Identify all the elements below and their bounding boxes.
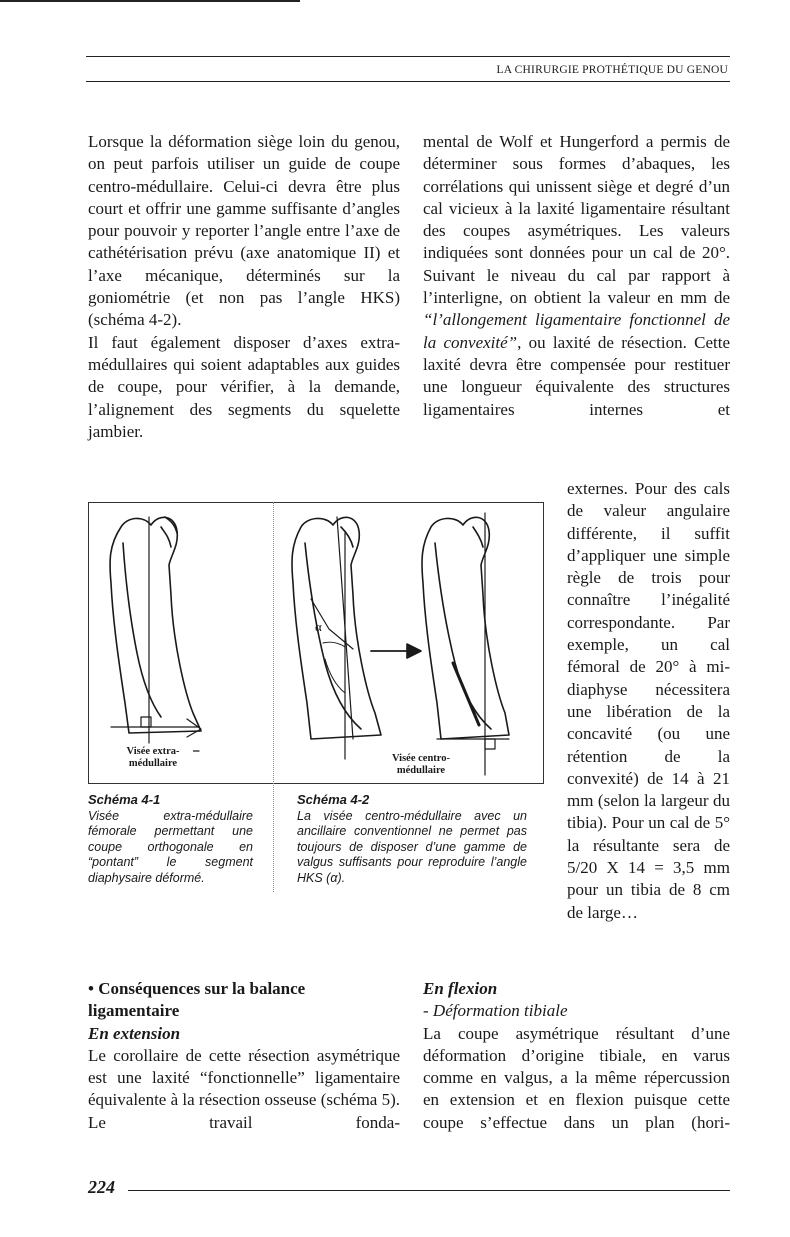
caption-title-1: Schéma 4-1 [88,792,161,807]
paragraph-wolf-hungerford: mental de Wolf et Hungerford a permis de déterminer sous formes d’abaques, les corrélations qui unissent siège et degré d’un cal vicieux à la laxité ligamentaire résultant des coupes asymétriques. Les valeurs indiquées sont données pour un cal de 20°. Suivant le niveau du cal par rapport à l’interligne, on obtient la valeur en mm de “l’allongement ligamentaire fonctionnel de la convexité”, ou laxité de résection. Cette laxité devra être compensée pour restituer une longueur équivalente des structures ligamentaires internes et [423,132,730,419]
quote-allongement: “l’allongement ligamentaire fonctionnel de la convexité” [423,310,730,352]
figure-schemas-4 [88,502,544,784]
header-underline [86,81,730,82]
caption-text-2: La visée centro-médullaire avec un ancillaire conventionnel ne permet pas toujours de disposer d’une gamme de valgus suffisants pour reproduire l’angle HKS (α). [297,808,527,885]
subheading-deformation-tibiale: - Déformation tibiale [423,1001,568,1021]
paragraph-guide-centro: Lorsque la déformation siège loin du genou, on peut parfois utiliser un guide de coupe centro-médullaire. Celui-ci devra être plus court et offrir une gamme suffisante d’angles pour pouvoir y reporter l’angle entre l’axe de cathétérisation prévu (axe anatomique II) et l’axe mécanique, déterminés sur la goniométrie (et non pas l’angle HKS) (schéma 4-2). [88,132,400,330]
running-title: LA CHIRURGIE PROTHÉTIQUE DU GENOU [496,64,728,76]
paragraph-axes-extra: Il faut également disposer d’axes extra-médullaires qui soient adaptables aux guides de coupe, pour vérifier, à la demande, l’alignement des segments du squelette jambier. [88,332,400,441]
subheading-en-flexion: En flexion [423,979,498,998]
left-column-top [88,131,400,443]
page-number: 224 [88,1177,115,1197]
femur-drawing-1 [110,517,201,751]
caption-text-1: Visée extra-médullaire fémorale permettant une coupe orthogonale en “pontant” le segment diaphysaire déformé. [88,808,253,885]
caption-title-2: Schéma 4-2 [297,792,370,807]
label-visee-extra: Visée extra-médullaire [113,746,193,770]
top-edge-rule [0,0,300,2]
left-column-bottom [88,978,400,1134]
paragraph-regle-de-trois: externes. Pour des cals de valeur angulaire différente, il suffit d’appliquer une simple règle de trois pour connaître l’inégalité correspondante. Par exemple, un cal fémoral de 20° à mi-diaphyse nécessitera une libération de la concavité (ou une rétention de la convexité) de 14 à 21 mm (selon la largeur du tibia). Pour un cal de 5° la résultante sera de 5/20 X 14 = 3,5 mm pour un tibia de 8 cm de large… [567,479,730,922]
femur-drawing-3 [422,513,509,775]
subheading-en-extension: En extension [88,1023,181,1043]
label-visee-centro: Visée centro-médullaire [385,753,457,777]
header-rule [86,56,730,57]
arrow-right [371,644,421,658]
right-column-bottom [423,978,730,1134]
caption-schema-4-1 [88,792,253,886]
femur-drawing-2 [292,517,381,759]
side-column [567,478,730,924]
right-column-top [423,131,730,421]
alpha-angle-label: α [315,619,322,634]
caption-divider [273,502,274,892]
footer-rule [128,1190,730,1191]
caption-schema-4-2 [297,792,527,886]
section-heading-balance: • Conséquences sur la balance ligamentaire [88,979,306,1021]
paragraph-corollaire: Le corollaire de cette résection asymétrique est une laxité “fonctionnelle” ligamentaire équivalente à la résection osseuse (schéma 5). Le travail fonda- [88,1045,401,1132]
figure-drawing [89,503,545,785]
paragraph-coupe-asymetrique: La coupe asymétrique résultant d’une déformation d’origine tibiale, en varus comme en valgus, a la même répercussion en extension et en flexion puisque cette coupe s’effectue dans un plan (hori- [423,1023,730,1132]
